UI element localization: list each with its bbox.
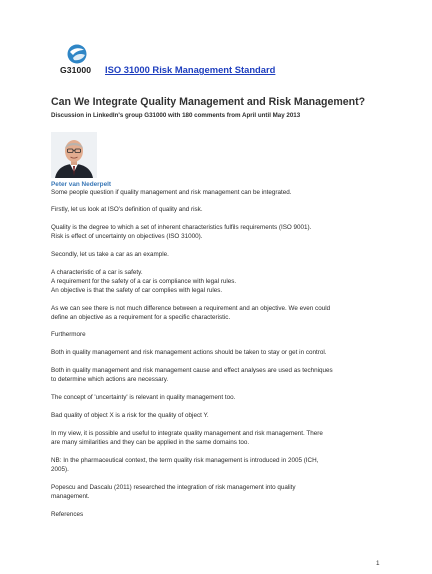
logo-text: G31000 xyxy=(60,65,92,75)
paragraph-line: define an objective as a requirement for a specific characteristic. xyxy=(51,313,231,321)
paragraph xyxy=(51,394,391,403)
paragraph xyxy=(51,331,391,340)
g31000-logo xyxy=(60,44,100,80)
iso-31000-link[interactable]: ISO 31000 Risk Management Standard xyxy=(105,64,276,75)
paragraph xyxy=(51,367,391,385)
paragraph-line: In my view, it is possible and useful to integrate quality management and risk management. There xyxy=(51,430,323,437)
author-photo xyxy=(51,132,97,178)
paragraph-references xyxy=(51,511,391,520)
paragraph-line: A requirement for the safety of a car is compliance with legal rules. xyxy=(51,277,237,285)
paragraph-line: References xyxy=(51,511,84,518)
paragraph-line: management. xyxy=(51,492,90,500)
paragraph xyxy=(51,457,391,475)
paragraph xyxy=(51,206,391,215)
paragraph-line: Some people question if quality management and risk management can be integrated. xyxy=(51,189,292,196)
paragraph-line: Popescu and Dascalu (2011) researched the integration of risk management into quality xyxy=(51,484,296,491)
author-name: Peter van Nederpelt xyxy=(51,181,112,188)
paragraph-line: Both in quality management and risk management actions should be taken to stay or get in control. xyxy=(51,349,327,356)
paragraph-line: Both in quality management and risk management cause and effect analyses are used as techniques xyxy=(51,367,333,374)
globe-logo-icon xyxy=(67,44,87,64)
paragraph xyxy=(51,224,391,242)
paragraph-line: are many similarities and they can be applied in the same domains too. xyxy=(51,438,250,446)
paragraph-line: Quality is the degree to which a set of inherent characteristics fulfils requirements (ISO 9001). xyxy=(51,224,312,231)
page-number: 1 xyxy=(376,560,380,567)
paragraph xyxy=(51,189,391,198)
paragraph-line: Secondly, let us take a car as an example. xyxy=(51,251,169,258)
paragraph-line: The concept of 'uncertainty' is relevant in quality management too. xyxy=(51,394,236,401)
paragraph xyxy=(51,349,391,358)
paragraph xyxy=(51,412,391,421)
paragraph-line: Bad quality of object X is a risk for the quality of object Y. xyxy=(51,412,209,419)
article-title: Can We Integrate Quality Management and Risk Management? xyxy=(51,96,366,108)
paragraph-line: A characteristic of a car is safety. xyxy=(51,269,143,276)
paragraph xyxy=(51,484,391,502)
paragraph xyxy=(51,251,391,260)
paragraph-line: As we can see there is not much difference between a requirement and an objective. We even could xyxy=(51,305,331,312)
paragraph-line: Firstly, let us look at ISO's definition of quality and risk. xyxy=(51,206,203,213)
paragraph-line: to determine which actions are necessary. xyxy=(51,375,169,383)
paragraph-line: NB: In the pharmaceutical context, the term quality risk management is introduced in 2005 (ICH, xyxy=(51,457,319,464)
author-portrait-image xyxy=(51,132,97,178)
article-subtitle: Discussion in LinkedIn's group G31000 with 180 comments from April until May 2013 xyxy=(51,112,301,119)
paragraph-line: Risk is effect of uncertainty on objectives (ISO 31000). xyxy=(51,232,203,240)
paragraph xyxy=(51,430,391,448)
paragraph-line: 2005). xyxy=(51,465,69,473)
paragraph xyxy=(51,269,391,296)
document-header xyxy=(60,44,400,80)
paragraph-line: Furthermore xyxy=(51,331,86,338)
paragraph xyxy=(51,305,391,323)
paragraph-line: An objective is that the safety of car complies with legal rules. xyxy=(51,286,223,294)
